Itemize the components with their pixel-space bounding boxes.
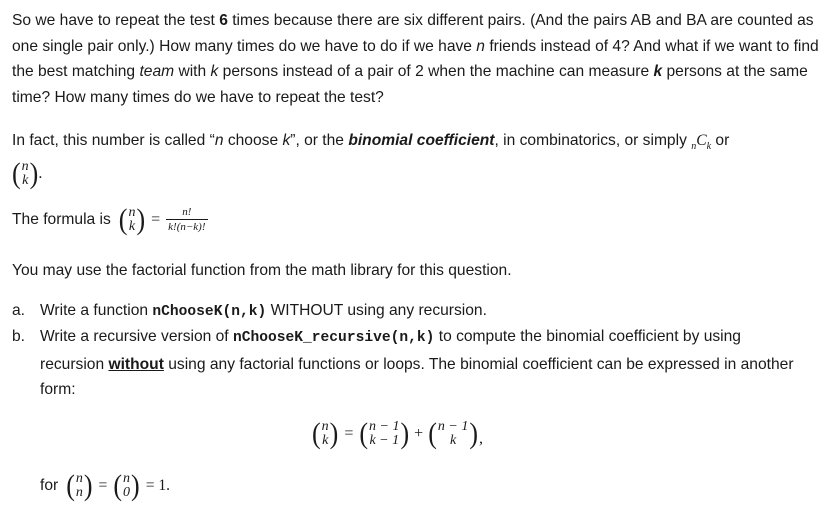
factorial-fraction [166,206,207,234]
binomial-coefficient-term: binomial coefficient [348,132,495,149]
factorial-note: You may use the factorial function from the math library for this question. [12,262,512,279]
equals-sign: = [151,211,161,228]
italic-k: k [210,63,219,80]
binom-stack [437,420,469,448]
binom-stack [368,420,400,448]
right-paren: ) [83,468,93,503]
binom-bottom: k [22,173,29,188]
left-paren: ( [113,468,123,503]
right-paren: ) [329,416,339,451]
binom-bottom: n [75,485,83,500]
formula-binom [118,202,146,237]
for-label: for [40,477,59,494]
binom-top: n − 1 [369,419,400,434]
binom-top: n [123,471,131,486]
binom-bottom: k [128,219,136,234]
binom-bottom: k [449,433,457,448]
underlined-without: without [108,355,164,373]
plus-sign: + [414,425,424,442]
binom-term-1 [359,416,410,451]
text: or [711,132,730,149]
text: persons at the same time? How many times do we have to repeat the test? [12,63,808,106]
binomial-paragraph [12,128,827,160]
right-paren: ) [29,156,39,191]
equals-one: = 1. [145,477,171,494]
bold-italic-k: k [653,63,663,80]
text: Write a recursive version of [40,328,233,345]
list-marker: a. [12,302,26,319]
binom-bottom: 0 [123,485,131,500]
binom-stack [75,472,84,500]
intro-paragraph [12,8,827,110]
binom-top: n [21,159,29,174]
text: times because there are six different pairs. (And the pairs AB and BA are counted as one single pair only.) How many times do we have to do if we have [12,12,814,55]
left-paren: ( [359,416,369,451]
binom-top: n [128,205,136,220]
italic-n: n [214,132,224,149]
left-paren: ( [428,416,437,451]
binomial-notation [12,156,43,191]
list-body [40,298,800,326]
right-paren: ) [469,416,478,451]
left-paren: ( [12,156,21,191]
text: to compute the binomial coefficient by using recursion [40,328,741,373]
fraction-denominator: k!(n−k)! [168,221,206,233]
list-body [40,324,800,403]
sub-n: n [691,141,697,153]
text: choose [223,132,283,149]
equals-sign: = [344,425,354,442]
base-case [40,468,171,503]
binom-lhs [312,416,339,451]
left-paren: ( [66,468,75,503]
text: with [174,63,211,80]
text: using any factorial functions or loops. The binomial coefficient can be expressed in another form: [40,355,794,398]
binom-bottom: k − 1 [369,433,400,448]
left-paren: ( [312,416,321,451]
sub-k: k [706,141,712,153]
right-paren: ) [136,202,146,237]
binom-top: n − 1 [437,419,469,434]
binom-stack [127,206,136,234]
binom [12,156,43,191]
formula-line [12,202,208,237]
text: WITHOUT using any recursion. [266,302,487,319]
period: . [38,165,43,182]
text: friends instead of 4? And what if we want to find the best matching [12,37,819,80]
list-marker: b. [12,328,26,345]
formula-label: The formula is [12,211,111,228]
binom-bottom: k [322,433,329,448]
binom-n-n [66,468,93,503]
right-paren: ) [400,416,410,451]
binom-n-0 [113,468,140,503]
binom-term-2 [428,416,478,451]
bold-six: 6 [219,12,228,29]
text: , in combinatorics, or simply [494,132,692,149]
recursive-function-name: nChooseK_recursive(n,k) [232,330,435,346]
right-paren: ) [131,468,140,503]
binom-stack [122,472,131,500]
equals-sign: = [98,477,108,494]
binom-stack [21,160,30,188]
italic-k: k [282,132,291,149]
binom-top: n [75,471,83,486]
binom-stack [321,420,330,448]
italic-n: n [476,37,485,55]
italic-team: team [139,63,175,80]
function-name: nChooseK(n,k) [152,304,267,320]
text: In fact, this number is called “ [12,132,215,149]
recurrence-formula [312,416,483,451]
left-paren: ( [118,202,128,237]
text: persons instead of a pair of 2 when the machine can measure [218,63,654,80]
text: ”, or the [290,132,349,149]
comma: , [479,430,483,447]
fraction-numerator: n! [182,206,192,218]
text: So we have to repeat the test [12,12,220,29]
binom-top: n [321,419,329,434]
text: Write a function [40,302,153,319]
nck-notation [691,132,712,153]
c-letter: C [696,132,707,149]
